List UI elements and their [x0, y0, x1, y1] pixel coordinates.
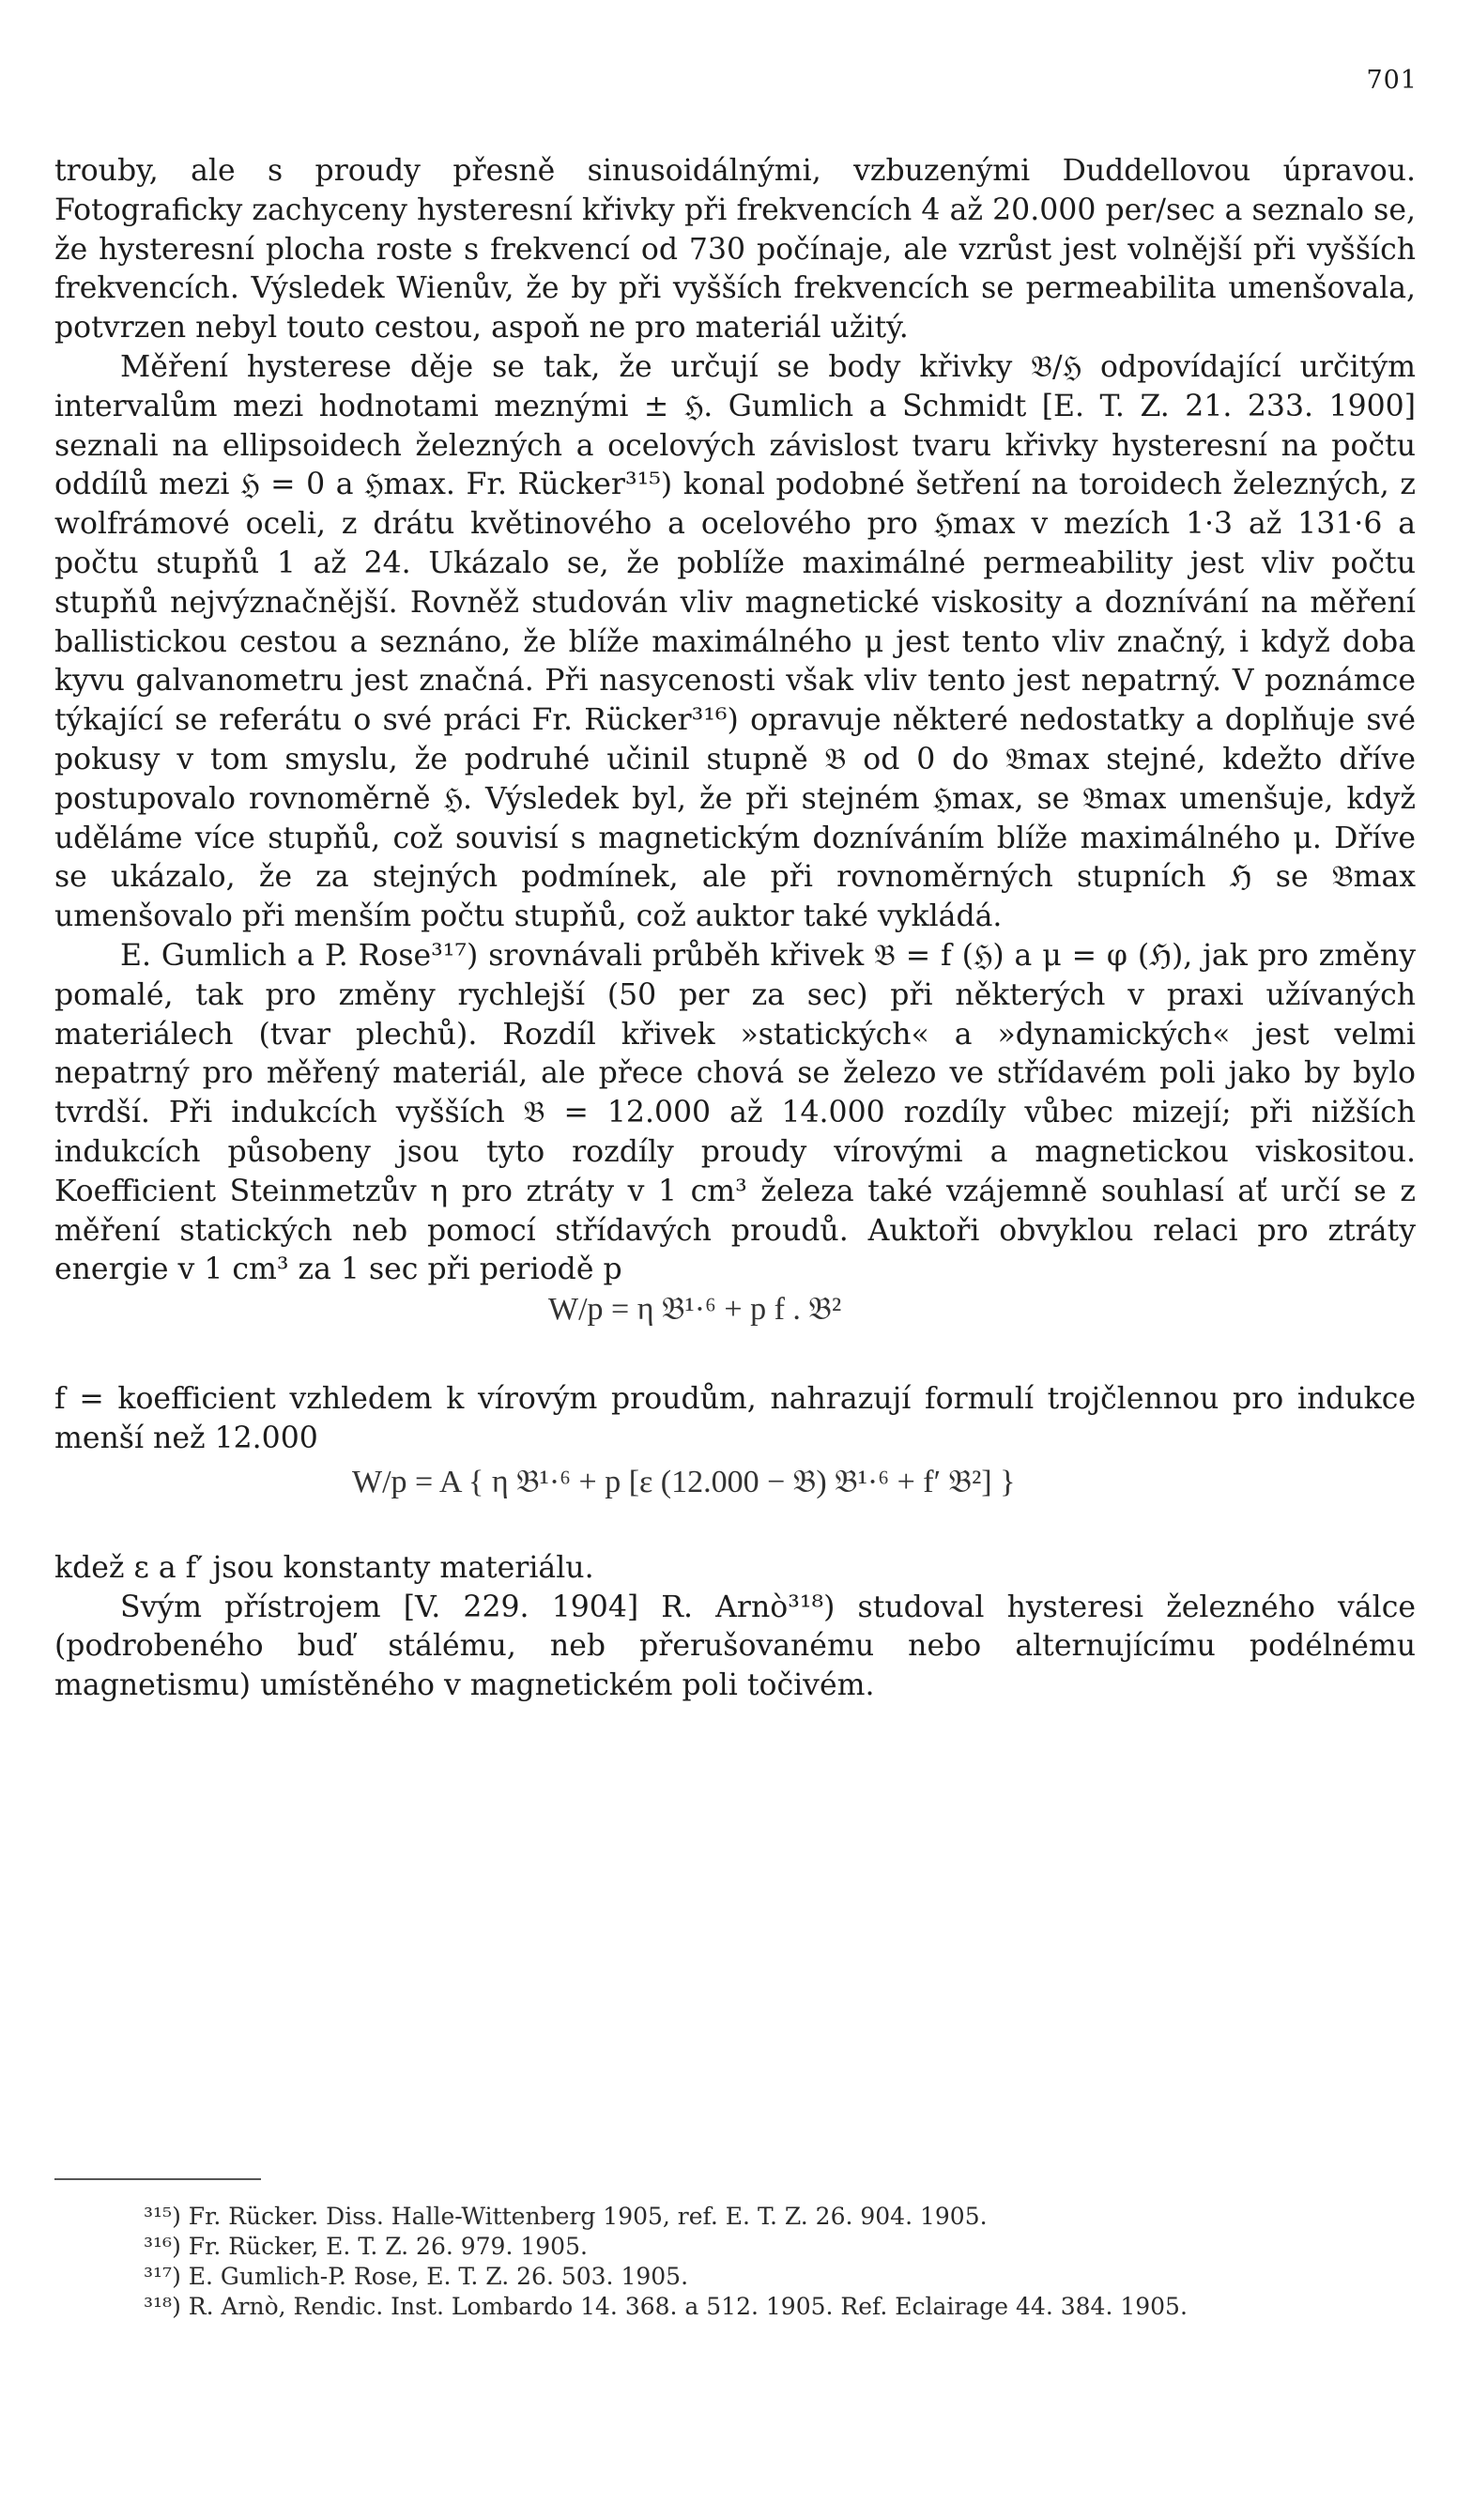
footnote-316: ³¹⁶) Fr. Rücker, E. T. Z. 26. 979. 1905.	[144, 2233, 588, 2260]
footnote-315: ³¹⁵) Fr. Rücker. Diss. Halle-Wittenberg 1905, ref. E. T. Z. 26. 904. 1905.	[144, 2203, 988, 2230]
paragraph-2: Měření hysterese děje se tak, že určují se body křivky 𝔅/ℌ odpovídající určitým intervalům mezi hodnotami meznými ± ℌ. Gumlich a Schmidt [E. T. Z. 21. 233. 1900] seznali na ellipsoidech železných a ocelových závislost tvaru křivky hysteresní na počtu oddílů mezi ℌ = 0 a ℌmax. Fr. Rücker³¹⁵) konal podobné šetření na toroidech železných, z wolfrámové oceli, z drátu květinového a ocelového pro ℌmax v mezích 1·3 až 131·6 a počtu stupňů 1 až 24. Ukázalo se, že poblíže maximálné permeability jest vliv počtu stupňů nejvýznačnější. Rovněž studován vliv magnetické viskosity a doznívání na měření ballistickou cestou a seznáno, že blíže maximálného μ jest tento vliv značný, i když doba kyvu galvanometru jest značná. Při nasycenosti však vliv tento jest nepatrný. V poznámce týkající se referátu o své práci Fr. Rücker³¹⁶) opravuje některé nedostatky a doplňuje své pokusy v tom smyslu, že podruhé učinil stupně 𝔅 od 0 do 𝔅max stejné, kdežto dříve postupovalo rovnoměrně ℌ. Výsledek byl, že při stejném ℌmax, se 𝔅max umenšuje, když uděláme více stupňů, což souvisí s magnetickým dozníváním blíže maximálného μ. Dříve se ukázalo, že za stejných podmínek, ale při rovnoměrných stupních ℌ se 𝔅max umenšovalo při menším počtu stupňů, což auktor také vykládá.	[54, 349, 1416, 934]
footnotes	[54, 2202, 1416, 2322]
formula-2: W/p = A { η 𝔅¹·⁶ + p [ε (12.000 − 𝔅) 𝔅¹·⁶ + f′ 𝔅²] }	[352, 1464, 1016, 1499]
formula-1-block	[54, 1290, 1416, 1380]
formula-1: W/p = η 𝔅¹·⁶ + p f . 𝔅²	[548, 1292, 842, 1328]
paragraph-5: kdež ε a f′ jsou konstanty materiálu.	[54, 1550, 594, 1585]
paragraph-3: E. Gumlich a P. Rose³¹⁷) srovnávali průběh křivek 𝔅 = f (ℌ) a μ = φ (ℌ), jak pro změny pomalé, tak pro změny rychlejší (50 per za sec) při některých v praxi užívaných materiálech (tvar plechů). Rozdíl křivek »statických« a »dynamických« jest velmi nepatrný pro měřený materiál, ale přece chová se železo ve střídavém poli jako by bylo tvrdší. Při indukcích vyšších 𝔅 = 12.000 až 14.000 rozdíly vůbec mizejí; při nižších indukcích působeny jsou tyto rozdíly proudy vírovými a magnetickou viskositou. Koefficient Steinmetzův η pro ztráty v 1 cm³ železa také vzájemně souhlasí ať určí se z měření statických neb pomocí střídavých proudů. Auktoři obvyklou relaci pro ztráty energie v 1 cm³ za 1 sec při periodě p	[54, 938, 1416, 1287]
paragraph-1: trouby, ale s proudy přesně sinusoidálnými, vzbuzenými Duddellovou úpravou. Fotograficky zachyceny hysteresní křivky při frekvencích 4 až 20.000 per/sec a seznalo se, že hysteresní plocha roste s frekvencí od 730 počínaje, ale vzrůst jest volnější při vyšších frekvencích. Výsledek Wienův, že by při vyšších frekvencích se permeabilita umenšovala, potvrzen nebyl touto cestou, aspoň ne pro materiál užitý.	[54, 154, 1416, 346]
paragraph-6: Svým přístrojem [V. 229. 1904] R. Arnò³¹⁸) studoval hysteresi železného válce (podrobeného buď stálému, neb přerušovanému nebo alternujícímu podélnému magnetismu) umístěného v magnetickém poli točivém.	[54, 1590, 1416, 1703]
page-number: 701	[1366, 66, 1418, 95]
footnote-divider	[54, 2178, 261, 2180]
footnote-318: ³¹⁸) R. Arnò, Rendic. Inst. Lombardo 14. 368. a 512. 1905. Ref. Eclairage 44. 384. 1905.	[144, 2293, 1188, 2320]
formula-2-block	[54, 1459, 1416, 1549]
paragraph-4: f = koefficient vzhledem k vírovým proudům, nahrazují formulí trojčlennou pro indukce menší než 12.000	[54, 1382, 1416, 1455]
body-text	[54, 152, 1416, 1706]
footnote-317: ³¹⁷) E. Gumlich-P. Rose, E. T. Z. 26. 503. 1905.	[144, 2263, 689, 2290]
